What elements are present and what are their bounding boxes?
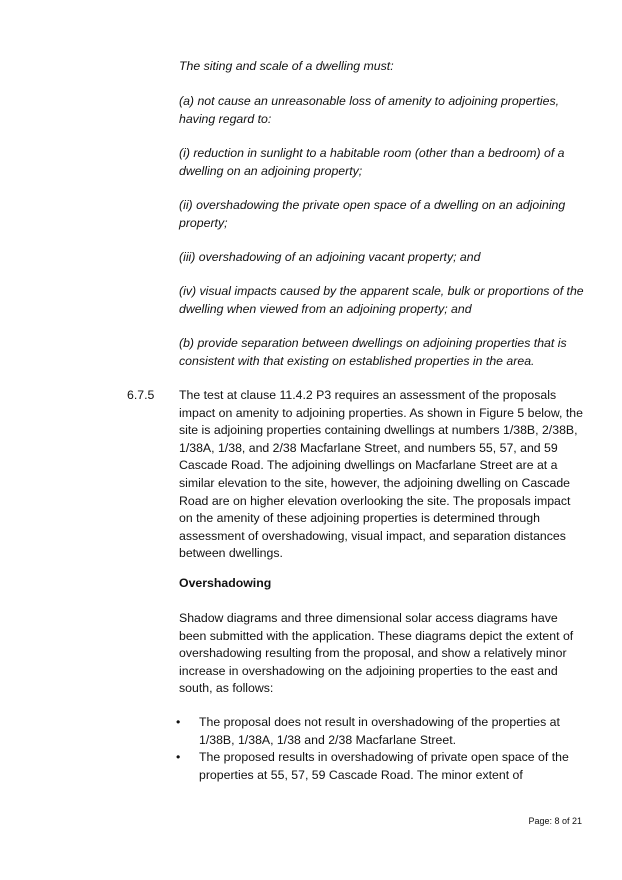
- quote-intro: The siting and scale of a dwelling must:: [179, 59, 394, 73]
- quote-clause-iv: (iv) visual impacts caused by the apparent scale, bulk or proportions of the dwelling when viewed from an adjoining property; and: [179, 284, 584, 316]
- list-item: The proposed results in overshadowing of private open space of the properties at 55, 57, 59 Cascade Road. The minor extent of: [199, 750, 569, 782]
- quote-clause-ii: (ii) overshadowing the private open space of a dwelling on an adjoining property;: [179, 198, 566, 230]
- quote-clause-iii: (iii) overshadowing of an adjoining vacant property; and: [179, 250, 481, 264]
- bullet-marker: •: [176, 750, 181, 764]
- bullet-marker: •: [176, 715, 181, 729]
- page-number: Page: 8 of 21: [528, 816, 582, 826]
- quote-clause-b: (b) provide separation between dwellings on adjoining properties that is consistent with that existing on established properties in the area.: [179, 336, 567, 368]
- quote-clause-a: (a) not cause an unreasonable loss of amenity to adjoining properties, having regard to:: [179, 94, 560, 126]
- section-paragraph: The test at clause 11.4.2 P3 requires an assessment of the proposals impact on amenity to adjoining properties. As shown in Figure 5 below, the site is adjoining properties containing dwellings at numbers 1/38B, 2/38B, 1/38A, 1/38, and 2/38 Macfarlane Street, and numbers 55, 57, and 59 Cascade Road. The adjoining dwellings on Macfarlane Street are at a similar elevation to the site, however, the adjoining dwelling on Cascade Road are on higher elevation overlooking the site. The proposals impact on the amenity of these adjoining properties is determined through assessment of overshadowing, visual impact, and separation distances between dwellings.: [179, 388, 583, 561]
- list-item: The proposal does not result in overshadowing of the properties at 1/38B, 1/38A, 1/38 and 2/38 Macfarlane Street.: [199, 715, 560, 747]
- section-number: 6.7.5: [127, 388, 155, 402]
- overshadowing-paragraph: Shadow diagrams and three dimensional solar access diagrams have been submitted with the application. These diagrams depict the extent of overshadowing resulting from the proposal, and show a relatively minor increase in overshadowing on the adjoining properties to the east and south, as follows:: [179, 611, 574, 696]
- quote-clause-i: (i) reduction in sunlight to a habitable room (other than a bedroom) of a dwelling on an adjoining property;: [179, 146, 565, 178]
- overshadowing-heading: Overshadowing: [179, 576, 272, 590]
